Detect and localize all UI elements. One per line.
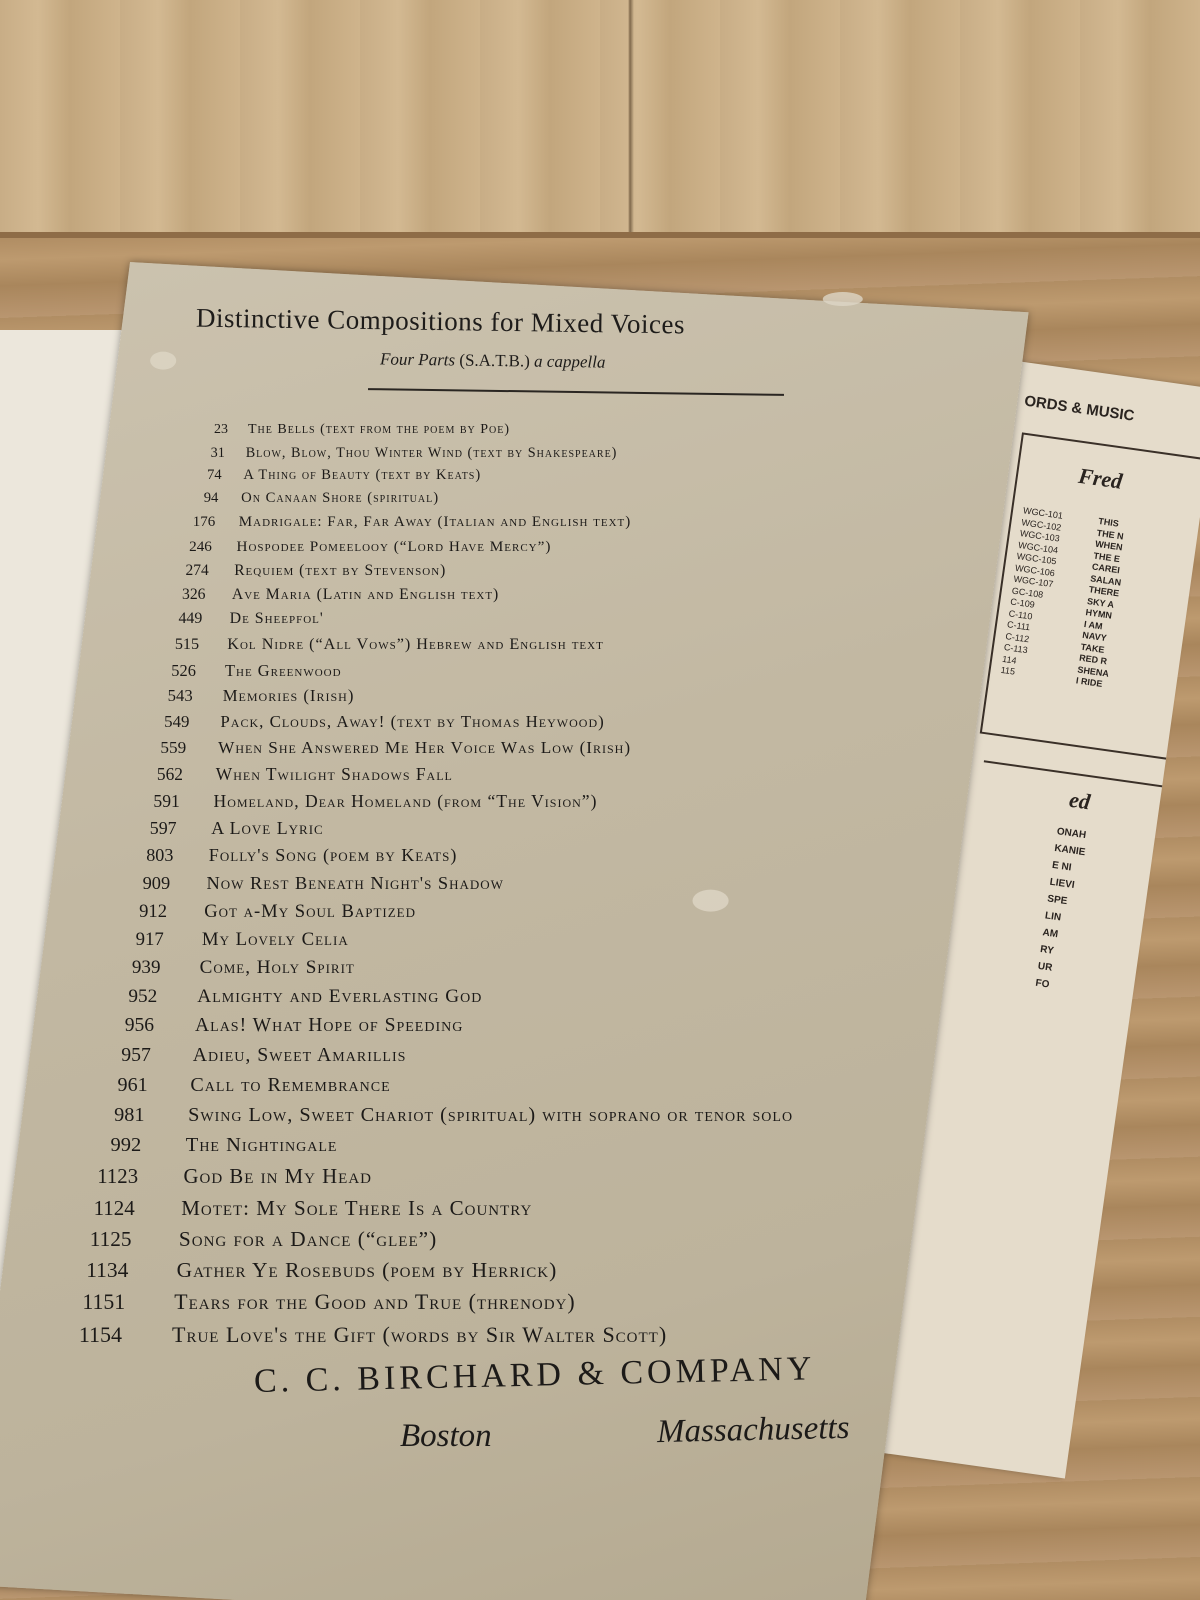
booklet-word: TAKE xyxy=(1080,641,1106,655)
booklet-code: C-112 xyxy=(1004,630,1030,644)
composition-title: Pack, Clouds, Away! (text by Thomas Heywood) xyxy=(220,711,605,731)
composition-number: 957 xyxy=(121,1044,151,1067)
composition-number: 981 xyxy=(114,1104,145,1126)
composition-title: Madrigale: Far, Far Away (Italian and English text) xyxy=(238,513,632,530)
composition-number: 449 xyxy=(178,610,203,628)
composition-title: When Twilight Shadows Fall xyxy=(215,764,453,785)
composition-title: On Canaan Shore (spiritual) xyxy=(241,490,440,507)
composition-title: Ave Maria (Latin and English text) xyxy=(231,585,500,603)
booklet-word: UR xyxy=(1037,960,1053,974)
subtitle-voices: (S.A.T.B.) xyxy=(459,350,530,371)
composition-title: My Lovely Celia xyxy=(201,928,349,950)
composition-number: 917 xyxy=(135,928,164,950)
booklet-name: Fred xyxy=(1076,462,1124,494)
composition-title: Hospodee Pomeelooy (“Lord Have Mercy”) xyxy=(236,537,552,555)
composition-number: 274 xyxy=(185,561,209,579)
booklet-word: THIS xyxy=(1097,515,1120,529)
composition-title: God Be in My Head xyxy=(183,1164,373,1188)
booklet-code: C-109 xyxy=(1009,596,1036,610)
composition-title: Requiem (text by Stevenson) xyxy=(234,561,447,579)
composition-title: Memories (Irish) xyxy=(222,686,355,705)
composition-number: 23 xyxy=(214,422,228,437)
composition-title: Motet: My Sole There Is a Country xyxy=(181,1195,533,1220)
composition-number: 1154 xyxy=(78,1322,122,1347)
booklet-word: I RIDE xyxy=(1075,675,1104,689)
composition-number: 961 xyxy=(117,1074,148,1097)
composition-number: 74 xyxy=(207,467,222,484)
composition-title: Now Rest Beneath Night's Shadow xyxy=(206,872,504,893)
composition-number: 939 xyxy=(131,957,161,979)
composition-title: Blow, Blow, Thou Winter Wind (text by Shakespeare) xyxy=(245,444,618,461)
booklet-word: THERE xyxy=(1088,584,1120,599)
composition-number: 591 xyxy=(153,790,180,811)
subtitle-prefix: Four Parts xyxy=(379,349,456,370)
composition-number: 246 xyxy=(189,537,212,555)
composition-number: 526 xyxy=(171,660,196,680)
booklet-code: GC-108 xyxy=(1011,585,1044,600)
composition-title: The Greenwood xyxy=(225,660,342,680)
booklet-code: C-111 xyxy=(1006,619,1031,633)
booklet-code: WGC-104 xyxy=(1017,539,1059,555)
composition-title: True Love's the Gift (words by Sir Walter Scott) xyxy=(172,1322,668,1347)
composition-title: Come, Holy Spirit xyxy=(199,957,355,979)
sheet-title: Distinctive Compositions for Mixed Voices xyxy=(195,302,686,340)
composition-number: 31 xyxy=(210,444,225,461)
booklet-code: 115 xyxy=(1000,664,1016,677)
booklet-word: THE N xyxy=(1096,527,1125,541)
booklet-word: KANIE xyxy=(1053,842,1087,859)
booklet-code: WGC-107 xyxy=(1012,573,1054,590)
composition-title: Got a-My Soul Baptized xyxy=(204,900,417,922)
composition-number: 1151 xyxy=(82,1290,126,1314)
composition-number: 952 xyxy=(128,986,158,1007)
composition-title: Almighty and Everlasting God xyxy=(197,986,483,1007)
booklet-word: HYMN xyxy=(1084,607,1113,621)
composition-number: 1125 xyxy=(89,1226,132,1251)
composition-number: 176 xyxy=(192,513,216,530)
booklet-word: RED R xyxy=(1078,652,1108,667)
composition-title: Song for a Dance (“glee”) xyxy=(178,1226,438,1251)
composition-title: Adieu, Sweet Amarillis xyxy=(192,1044,407,1067)
booklet-word: SKY A xyxy=(1086,595,1115,610)
booklet-word: LIEVI xyxy=(1048,876,1076,892)
composition-number: 992 xyxy=(110,1134,142,1157)
composition-number: 562 xyxy=(156,764,183,785)
booklet-word: WHEN xyxy=(1094,538,1124,553)
booklet-word: THE E xyxy=(1092,550,1121,564)
composition-number: 94 xyxy=(203,490,219,507)
composition-title: Gather Ye Rosebuds (poem by Herrick) xyxy=(176,1258,558,1283)
publisher-state: Massachusetts xyxy=(656,1409,850,1451)
composition-number: 912 xyxy=(139,900,167,922)
composition-number: 515 xyxy=(174,635,200,654)
composition-number: 1134 xyxy=(86,1258,129,1283)
composition-number: 326 xyxy=(181,585,206,603)
composition-title: Homeland, Dear Homeland (from “The Vision”) xyxy=(213,790,598,811)
booklet-word: CAREI xyxy=(1091,561,1121,576)
booklet-code: WGC-105 xyxy=(1016,550,1058,567)
composition-number: 549 xyxy=(164,711,190,731)
booklet-word: ONAH xyxy=(1056,826,1087,842)
composition-number: 1123 xyxy=(97,1164,139,1188)
booklet-word: I AM xyxy=(1083,618,1104,631)
composition-title: Call to Remembrance xyxy=(190,1074,391,1097)
composition-number: 956 xyxy=(124,1015,155,1037)
composition-title: The Bells (text from the poem by Poe) xyxy=(248,422,511,437)
composition-title: Folly's Song (poem by Keats) xyxy=(208,845,458,866)
booklet-word: SPE xyxy=(1046,893,1068,908)
composition-title: Swing Low, Sweet Chariot (spiritual) with soprano or tenor solo xyxy=(188,1104,794,1126)
composition-number: 1124 xyxy=(93,1195,135,1220)
booklet-header: ORDS & MUSIC xyxy=(1023,392,1136,425)
composition-number: 909 xyxy=(142,872,171,893)
booklet-code: C-110 xyxy=(1008,607,1034,622)
booklet-code: WGC-102 xyxy=(1020,516,1062,533)
composition-title: A Love Lyric xyxy=(211,817,324,838)
composition-title: Kol Nidre (“All Vows”) Hebrew and English text xyxy=(227,635,604,654)
composition-title: When She Answered Me Her Voice Was Low (Irish) xyxy=(218,737,632,757)
booklet-code: WGC-106 xyxy=(1014,562,1056,578)
booklet-word: RY xyxy=(1039,944,1055,957)
composition-number: 543 xyxy=(167,686,193,705)
subtitle-suffix: a cappella xyxy=(533,351,606,372)
composition-title: The Nightingale xyxy=(185,1134,338,1157)
booklet-word: E NI xyxy=(1051,859,1073,874)
booklet-code: C-113 xyxy=(1003,642,1029,656)
composition-number: 559 xyxy=(160,737,187,757)
publisher-name: C. C. BIRCHARD & COMPANY xyxy=(253,1350,816,1400)
composition-title: A Thing of Beauty (text by Keats) xyxy=(243,467,482,484)
booklet-code: WGC-103 xyxy=(1019,528,1061,544)
booklet-word: NAVY xyxy=(1081,629,1108,644)
booklet-code: 114 xyxy=(1001,653,1018,666)
booklet-word: SHENA xyxy=(1076,663,1110,679)
booklet-word: SALAN xyxy=(1089,572,1122,588)
booklet-word: AM xyxy=(1041,927,1059,941)
composition-title: Alas! What Hope of Speeding xyxy=(195,1015,464,1037)
composition-number: 803 xyxy=(146,845,174,866)
composition-title: Tears for the Good and True (threnody) xyxy=(174,1290,576,1314)
composition-title: De Sheepfol' xyxy=(229,610,324,628)
booklet-word: LIN xyxy=(1044,910,1062,924)
composition-number: 597 xyxy=(149,817,177,838)
booklet-code: WGC-101 xyxy=(1022,505,1064,521)
publisher-city: Boston xyxy=(400,1418,492,1454)
booklet-word: FO xyxy=(1034,977,1051,991)
booklet-name-2: ed xyxy=(1067,786,1092,815)
